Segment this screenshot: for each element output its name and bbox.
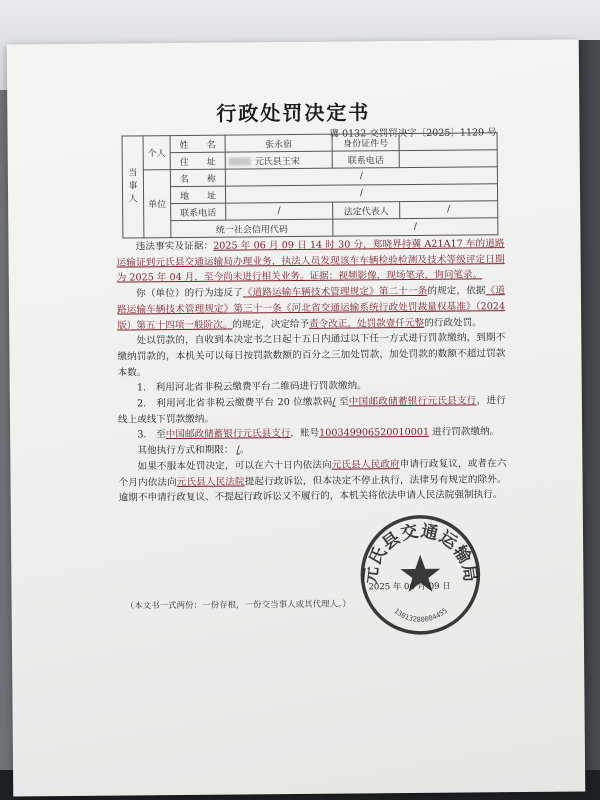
phone-value <box>399 150 497 168</box>
unit-phone-value: / <box>226 202 333 220</box>
unit-name-label: 名 称 <box>170 169 225 186</box>
name-value: 张永宿 <box>225 134 332 152</box>
footer-note: （本文书一式两份：一份存根，一份交当事人或其代理人。） <box>125 599 351 612</box>
document-title: 行政处罚决定书 <box>216 100 371 126</box>
phone-label: 联系电话 <box>332 151 399 169</box>
address-value: 元氏县王宋 <box>225 151 332 169</box>
seal-text: 元氏县交通运输局 <box>360 521 481 585</box>
appeal-paragraph: 如果不服本处罚决定，可以在六十日内依法向元氏县人民政府申请行政复议，或者在六个月内依法向元氏县人民法院提起行政诉讼，但本决定不停止执行，法律另有规定的除外。逾期不申请行政复议、不提起行政诉讼又不履行的，本机关将依法申请人民法院强制执行。 <box>118 458 507 504</box>
official-seal <box>356 510 485 639</box>
violation-paragraph: 你（单位）的行为违反了《道路运输车辆技术管理规定》第二十一条的规定，依据《道路运输车辆技术管理规定》第三十一条《河北省交通运输系统行政处罚裁量权基准》（2024 版）第五十四项一般阶次。的规定，决定给予责令改正，处罚款壹仟元整的行政处罚。 <box>117 285 506 332</box>
id-value <box>399 133 497 151</box>
document-number: 冀 0132 交罚罚决字〔2025〕1129 号 <box>329 127 497 140</box>
legal-rep-value: / <box>400 201 498 219</box>
unit-name-value: / <box>225 167 497 186</box>
credit-code-label: 统一社会信用代码 <box>171 219 333 237</box>
legal-rep-label: 法定代表人 <box>333 202 400 220</box>
document-body <box>116 236 506 506</box>
credit-code-value: / <box>333 218 498 236</box>
payment-paragraph: 处以罚款的，自收到本决定书之日起十五日内通过以下任一方式进行罚款缴纳，到期不缴纳罚款的，本机关可以每日按罚款数额的百分之三加处罚款，加处罚款的数额不超过罚款本数。 <box>117 332 506 379</box>
document-sheet <box>7 40 586 797</box>
payment-method-3: 3. 至中国邮政储蓄银行元氏县支行，账号100349906520010001 进行罚款缴纳。 <box>137 426 500 441</box>
unit-label: 单位 <box>143 170 171 238</box>
svg-text:13013280004455 <box>392 606 449 624</box>
payment-method-2: 2. 利用河北省非税云缴费平台 20 位缴款码/ 至中国邮政储蓄银行元氏县支行，进行线上或线下罚款缴纳。 <box>117 395 506 426</box>
unit-address-value: / <box>225 184 497 203</box>
other-method: 其他执行方式和期限： /。 <box>137 444 250 457</box>
name-label: 姓 名 <box>170 135 225 152</box>
individual-label: 个人 <box>143 136 170 170</box>
facts-paragraph: 违法事实及证据：2025 年 06 月 09 日 14 时 30 分，郑晓界持冀 A21A17 车的道路运输证到元氏县交通运输局办理业务，执法人员发现该车车辆检验检测及技术等级评定日期为 2025 年 04 月，至今尚未进行相关业务。证据：视频影像，现场笔录，询问笔录。 <box>116 238 505 284</box>
payment-method-1: 1. 利用河北省非税云缴费平台二维码进行罚款缴纳。 <box>136 380 367 394</box>
unit-phone-label: 联系电话 <box>171 203 226 220</box>
unit-address-label: 地 址 <box>170 186 225 203</box>
address-label: 住 址 <box>170 152 225 169</box>
party-label: 当 事 人 <box>122 136 144 238</box>
id-label: 身份证件号 <box>332 134 399 152</box>
issue-date: 2025 年 06 月 09 日 <box>368 581 451 593</box>
party-table <box>122 132 499 238</box>
seal-code: 13013280004455 <box>392 606 450 624</box>
